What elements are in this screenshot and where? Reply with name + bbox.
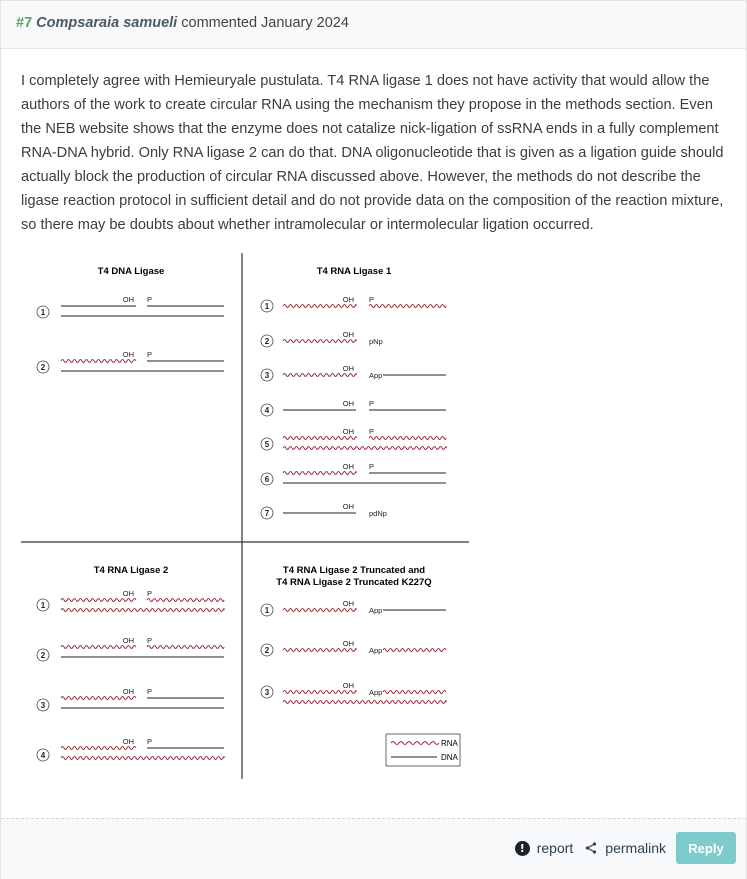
rna-lig1-2-oh-label: OH — [342, 330, 354, 339]
rna-lig2-1-top-right-rna — [147, 599, 224, 602]
rna-lig2t-3-number: 3 — [264, 687, 270, 697]
rna-lig2t-2-number: 2 — [264, 645, 270, 655]
report-link[interactable] — [515, 840, 574, 856]
legend-dna-label: DNA — [441, 753, 458, 762]
comment-verb: commented — [181, 15, 258, 31]
panel-title-t4-dna-ligase: T4 DNA Ligase — [97, 266, 165, 277]
rna-lig2-4-right-label: P — [147, 737, 153, 746]
panel-title-trunc-line1: T4 RNA Ligase 2 Truncated and — [282, 565, 426, 576]
rna-lig1-1-oh-label: OH — [342, 295, 354, 304]
rna-lig1-7-inline-label: pdNp — [369, 509, 387, 518]
rna-lig2-2-oh-label: OH — [122, 636, 134, 645]
rna-lig1-1-right-label: P — [369, 295, 375, 304]
rna-lig1-5-oh-label: OH — [342, 427, 354, 436]
rna-lig2-4-top-left-rna — [61, 747, 136, 750]
rna-lig2-1-number: 1 — [40, 600, 46, 610]
rna-lig2-4-number: 4 — [40, 750, 46, 760]
rna-lig2-3-number: 3 — [40, 700, 46, 710]
dna-lig-2-top-left-rna — [61, 360, 136, 363]
rna-lig2-1-bottom-rna — [61, 609, 224, 612]
rna-lig1-6-oh-label: OH — [342, 462, 354, 471]
rna-lig2t-1-inline-label: App — [369, 606, 383, 615]
rna-lig2t-3-top-right-rna — [383, 691, 446, 694]
dna-lig-1-oh-label: OH — [122, 295, 134, 304]
rna-lig2t-1-oh-label: OH — [342, 599, 354, 608]
rna-lig1-2-inline-label: pNp — [369, 337, 383, 346]
rna-lig1-4-oh-label: OH — [342, 399, 354, 408]
ligase-diagram — [21, 251, 473, 783]
rna-lig2t-3-inline-label: App — [369, 688, 383, 697]
rna-lig1-5-top-left-rna — [283, 437, 356, 440]
rna-lig2-4-oh-label: OH — [122, 737, 134, 746]
exclamation-icon: ! — [515, 841, 530, 856]
rna-lig2t-3-top-left-rna — [283, 691, 356, 694]
rna-lig1-6-number: 6 — [264, 474, 270, 484]
rna-lig2t-2-top-left-rna — [283, 649, 356, 652]
rna-lig1-3-oh-label: OH — [342, 364, 354, 373]
rna-lig2-3-right-label: P — [147, 687, 153, 696]
permalink-label: permalink — [605, 840, 666, 856]
rna-lig1-1-top-left-rna — [283, 305, 356, 308]
rna-lig2-2-number: 2 — [40, 650, 46, 660]
rna-lig2-1-oh-label: OH — [122, 589, 134, 598]
legend-rna-label: RNA — [441, 739, 458, 748]
dna-lig-1-right-label: P — [147, 295, 153, 304]
figure-legend — [386, 734, 460, 766]
rna-lig1-5-number: 5 — [264, 439, 270, 449]
rna-lig2t-2-oh-label: OH — [342, 639, 354, 648]
rna-lig1-1-number: 1 — [264, 301, 270, 311]
rna-lig1-5-right-label: P — [369, 427, 375, 436]
rna-lig1-6-top-left-rna — [283, 472, 356, 475]
comment-number[interactable]: #7 — [16, 15, 33, 31]
report-label: report — [536, 840, 574, 856]
rna-lig1-7-number: 7 — [264, 508, 270, 518]
dna-lig-2-number: 2 — [40, 362, 46, 372]
rna-lig2t-2-inline-label: App — [369, 646, 383, 655]
reply-button[interactable]: Reply — [676, 832, 736, 864]
rna-lig2-2-top-right-rna — [147, 646, 224, 649]
comment-body: I completely agree with Hemieuryale pustulata. T4 RNA ligase 1 does not have activity that would allow the authors of the work to create circular RNA using the mechanism they propose in the methods section. Even the NEB website shows that the enzyme does not catalize nick-ligation of ssRNA ends in a fully complement RNA-DNA hybrid. Only RNA ligase 2 can do that. DNA oligonucleotide that is given as a ligation guide should actually block the production of circular RNA discussed above. However, the methods do not describe the ligase reaction protocol in sufficient detail and do not provide data on the composition of the reaction mixture, so there may be doubts about whether intramolecular or intermolecular ligation occurred. — [21, 73, 724, 233]
rna-lig2-2-right-label: P — [147, 636, 153, 645]
rna-lig1-5-top-right-rna — [369, 437, 446, 440]
ligase-figure — [21, 251, 473, 783]
panel-title-t4-rna-ligase1: T4 RNA Ligase 1 — [316, 266, 392, 277]
footer-actions — [515, 832, 736, 864]
dna-lig-2-right-label: P — [147, 350, 153, 359]
panel-title-t4-rna-ligase2: T4 RNA Ligase 2 — [93, 565, 169, 576]
rna-lig2t-3-oh-label: OH — [342, 681, 354, 690]
rna-lig2-1-top-left-rna — [61, 599, 136, 602]
comment-footer — [1, 818, 746, 879]
panel-title-trunc-line2: T4 RNA Ligase 2 Truncated K227Q — [276, 577, 432, 588]
rna-lig2t-1-number: 1 — [264, 605, 270, 615]
rna-lig1-4-number: 4 — [264, 405, 270, 415]
rna-lig1-7-oh-label: OH — [342, 502, 354, 511]
rna-lig2-3-top-left-rna — [61, 697, 136, 700]
rna-lig1-3-inline-label: App — [369, 371, 383, 380]
share-icon — [585, 842, 597, 854]
dna-lig-2-oh-label: OH — [122, 350, 134, 359]
rna-lig1-4-right-label: P — [369, 399, 375, 408]
rna-lig1-6-right-label: P — [369, 462, 375, 471]
rna-lig2t-3-bottom-rna — [283, 701, 446, 704]
rna-lig2-1-right-label: P — [147, 589, 153, 598]
rna-lig2-3-oh-label: OH — [122, 687, 134, 696]
comment-date: January 2024 — [261, 15, 349, 31]
comment-author[interactable]: Compsaraia samueli — [36, 15, 178, 31]
rna-lig2t-1-top-left-rna — [283, 609, 356, 612]
rna-lig2-2-top-left-rna — [61, 646, 136, 649]
rna-lig1-3-top-left-rna — [283, 374, 356, 377]
rna-lig1-2-top-left-rna — [283, 340, 356, 343]
rna-lig1-2-number: 2 — [264, 336, 270, 346]
rna-lig1-1-top-right-rna — [369, 305, 446, 308]
rna-lig1-5-bottom-rna — [283, 447, 446, 450]
dna-lig-1-number: 1 — [40, 307, 46, 317]
permalink-link[interactable] — [585, 840, 666, 856]
comment-header — [1, 1, 746, 49]
rna-lig2-4-bottom-rna — [61, 757, 224, 760]
rna-lig2t-2-top-right-rna — [383, 649, 446, 652]
rna-lig1-3-number: 3 — [264, 370, 270, 380]
